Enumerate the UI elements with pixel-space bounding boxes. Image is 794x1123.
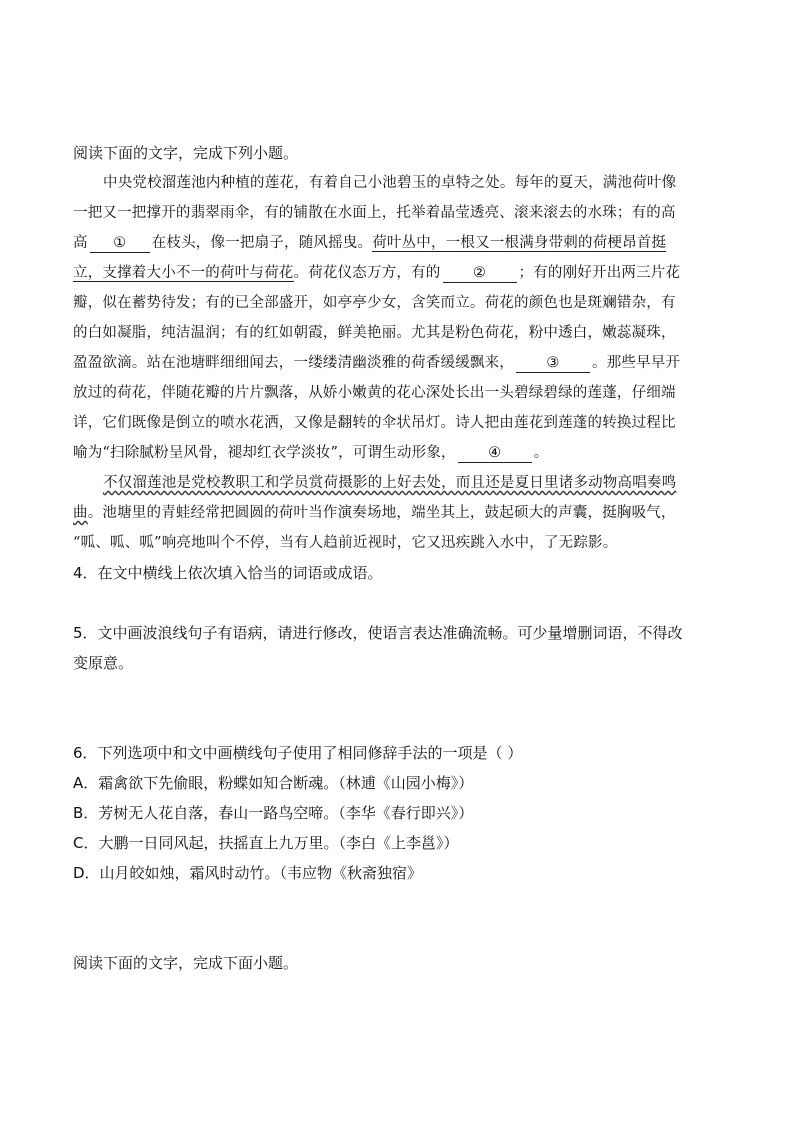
wavy-underlined-sentence: 不仅溜莲池是党校教职工和学员赏荷摄影的上好去处，而且还是夏日里诸多动物高唱奏鸣 [103,475,677,491]
reading-instruction: 阅读下面的文字，完成下列小题。 [73,144,299,162]
question-6: 6．下列选项中和文中画横线句子使用了相同修辞手法的一项是（ ） [73,744,523,762]
passage-line [73,263,723,283]
question-5-continued: 变原意。 [73,654,134,672]
straight-underlined-sentence: 荷叶丛中，一根又一根满身带刺的荷梗昂首挺 [372,235,667,251]
option-a: A．霜禽欲下先偷眼，粉蝶如知合断魂。（林逋《山园小梅》） [73,774,474,792]
question-4: 4．在文中横线上依次填入恰当的词语或成语。 [73,564,383,582]
passage-line: 详，它们既像是倒立的喷水花洒，又像是翻转的伞状吊灯。诗人把由莲花到莲蓬的转换过程比 [73,415,676,431]
straight-underlined-sentence-end: 立，支撑着大小不一的荷叶与荷花 [73,265,294,281]
option-d: D．山月皎如烛，霜风时动竹。（韦应物《秋斋独宿》 [73,864,423,882]
passage-line: 瓣，似在蓄势待发；有的已全部盛开，如亭亭少女，含笑而立。荷花的颜色也是斑斓错杂，有 [73,295,676,311]
passage-text: ；有的刚好开出两三片花 [518,265,681,281]
reading-instruction-2: 阅读下面的文字，完成下面小题。 [73,954,299,972]
passage-line [73,503,723,523]
option-c: C．大鹏一日同风起，扶摇直上九万里。（李白《上李邕》） [73,834,459,852]
passage-text: 。池塘里的青蛙经常把圆圆的荷叶当作演奏场地，端坐其上，鼓起硕大的声囊，挺胸吸气， [87,505,676,521]
passage-line: “呱、呱、呱”响亮地叫个不停，当有人趋前近视时，它又迅疾跳入水中，了无踪影。 [73,535,618,551]
blank-2: ② [443,264,517,283]
passage-text: 。 [533,445,549,461]
passage-line [73,443,723,463]
passage-text: 。荷花仪态万方，有的 [293,265,441,281]
question-5: 5．文中画波浪线句子有语病，请进行修改，使语言表达准确流畅。可少量增删词语，不得改 [73,624,683,642]
passage-line [103,473,723,493]
passage-text: 。那些早早开 [592,355,681,371]
option-b: B．芳树无人花自落，春山一路鸟空啼。（李华《春行即兴》） [73,804,474,822]
passage-line [73,353,723,373]
passage-line [73,233,723,253]
passage-line: 一把又一把撑开的翡翠雨伞，有的铺散在水面上，托举着晶莹透亮、滚来滚去的水珠；有的高 [73,205,676,221]
blank-1: ① [90,234,150,253]
passage-text: 高 [73,235,88,251]
passage-line: 中央党校溜莲池内种植的莲花，有着自己小池碧玉的卓特之处。每年的夏天，满池荷叶像 [103,175,677,191]
blank-3: ③ [516,354,590,373]
passage-text: 在枝头，像一把扇子，随风摇曳。 [151,235,373,251]
blank-4: ④ [458,444,532,463]
passage-text: 喻为“扫除腻粉呈风骨，褪却红衣学淡妆”，可谓生动形象， [73,445,456,461]
passage-line: 的白如凝脂，纯洁温润；有的红如朝霞，鲜美艳丽。尤其是粉色荷花，粉中透白，嫩蕊凝珠， [73,325,676,341]
wavy-underlined-sentence-end: 曲 [73,505,88,521]
passage-line: 放过的荷花，伴随花瓣的片片飘落，从娇小嫩黄的花心深处长出一头碧绿碧绿的莲蓬，仔细端 [73,385,676,401]
passage-text: 盈盈欲滴。站在池塘畔细细闻去，一缕缕清幽淡雅的荷香缓缓飘来， [73,355,514,371]
